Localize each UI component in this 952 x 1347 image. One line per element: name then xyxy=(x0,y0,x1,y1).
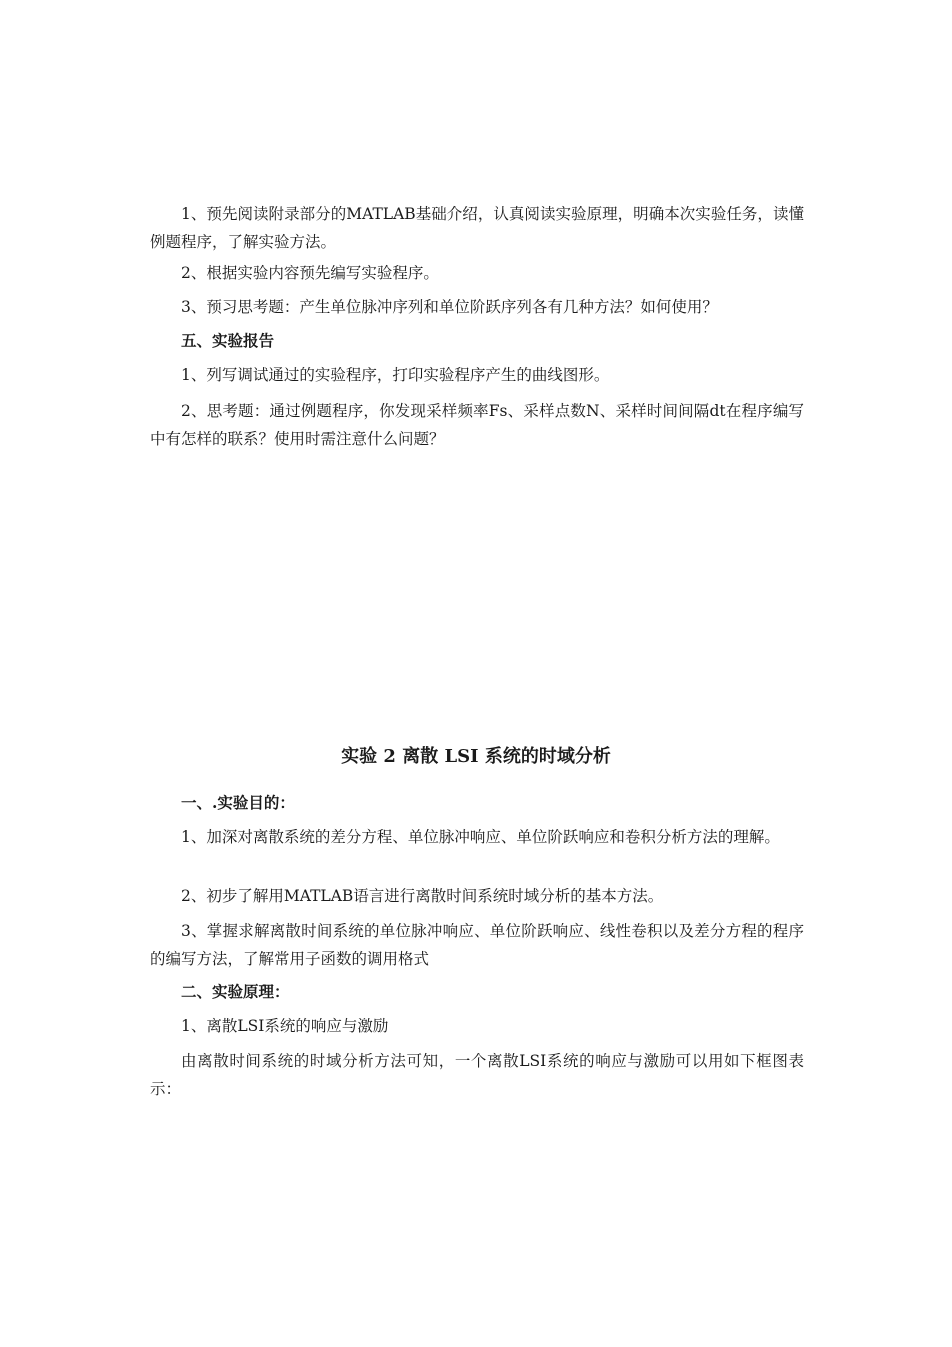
principle-item-1: 1、离散LSI系统的响应与激励 xyxy=(181,1017,389,1035)
principle-item-2: 由离散时间系统的时域分析方法可知，一个离散LSI系统的响应与激励可以用如下框图表示： xyxy=(150,1052,804,1098)
report-item-1: 1、列写调试通过的实验程序，打印实验程序产生的曲线图形。 xyxy=(181,366,610,384)
report-item-2: 2、思考题：通过例题程序，你发现采样频率Fs、采样点数N、采样时间间隔dt在程序编写中有怎样的联系？使用时需注意什么问题？ xyxy=(150,402,804,448)
principle-heading: 二、实验原理： xyxy=(181,982,290,1001)
prep-item-3: 3、预习思考题：产生单位脉冲序列和单位阶跃序列各有几种方法？如何使用？ xyxy=(181,298,718,316)
report-heading: 五、实验报告 xyxy=(181,331,275,350)
purpose-item-2: 2、初步了解用MATLAB语言进行离散时间系统时域分析的基本方法。 xyxy=(181,887,664,905)
prep-item-1: 1、预先阅读附录部分的MATLAB基础介绍，认真阅读实验原理，明确本次实验任务，读懂例题程序，了解实验方法。 xyxy=(150,205,804,251)
purpose-item-1: 1、加深对离散系统的差分方程、单位脉冲响应、单位阶跃响应和卷积分析方法的理解。 xyxy=(181,828,780,846)
prep-item-2: 2、根据实验内容预先编写实验程序。 xyxy=(181,264,439,282)
purpose-item-3: 3、掌握求解离散时间系统的单位脉冲响应、单位阶跃响应、线性卷积以及差分方程的程序的编写方法，了解常用子函数的调用格式 xyxy=(150,922,804,968)
purpose-heading: 一、.实验目的： xyxy=(181,793,295,812)
experiment-title: 实验 2 离散 LSI 系统的时域分析 xyxy=(341,746,611,767)
